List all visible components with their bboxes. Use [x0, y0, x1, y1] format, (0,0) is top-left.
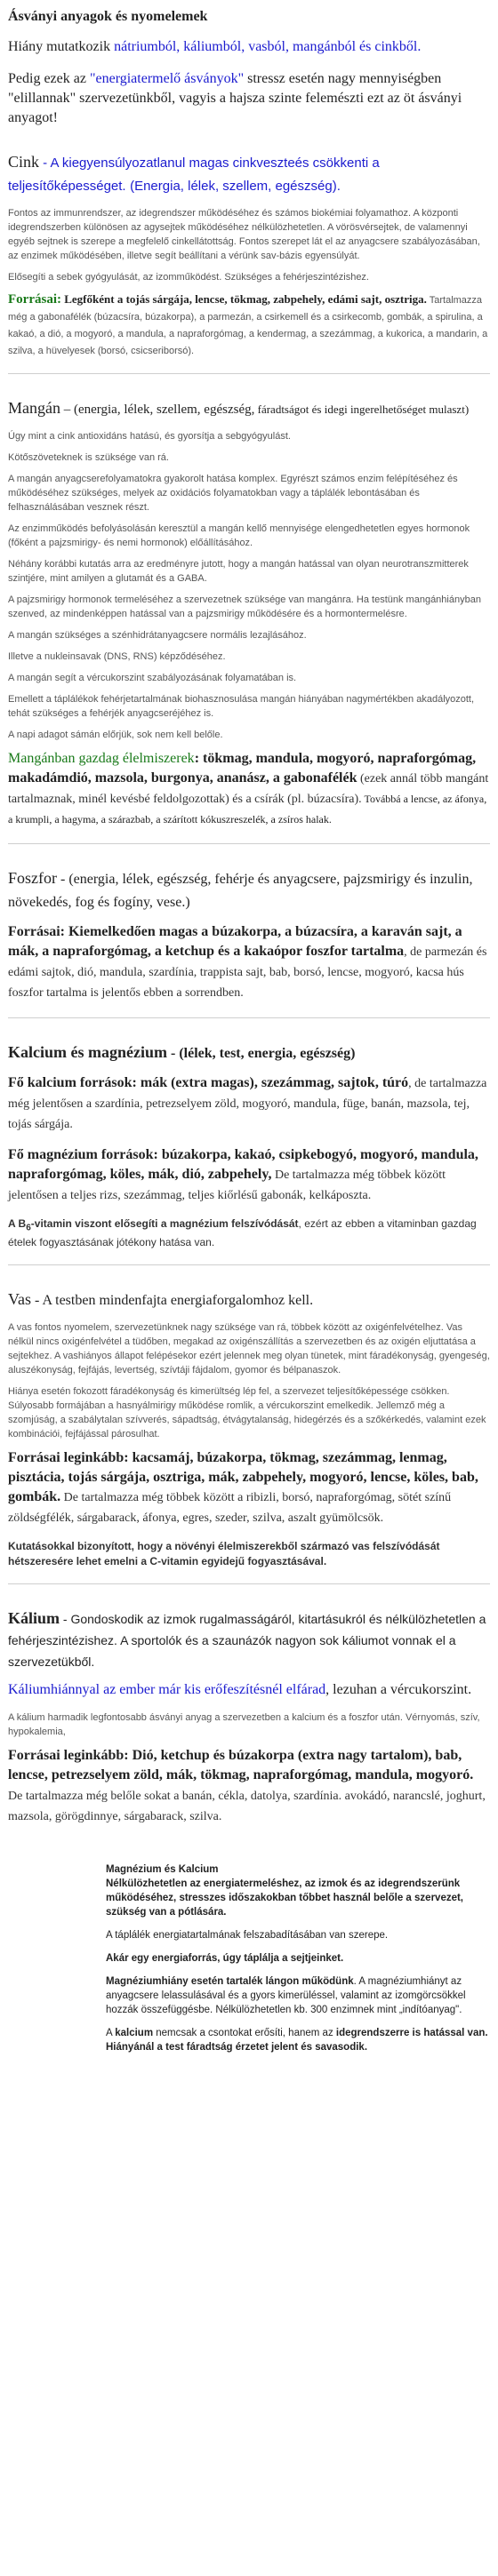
note-rest: . A magnéziumhiányt az anyagcsere lelassulásával és a gyors kimerüléssel, valamint az izomgörcsökkel hozzák összefüggésbe. Nélkülözhetetlen kb. 300 enzimnek mint „indítóanyag".	[106, 1976, 466, 2016]
kalium-sources	[8, 1746, 490, 1827]
note-paragraph: Nélkülözhetetlen az energiatermeléshez, az izmok és az idegrendszerünk működéséhez, stresszes időszakokban tőbbet használ belőle a szervezet, szükség van a pótlására.	[106, 1878, 464, 1918]
sources-label: Fő kalcium források:	[8, 1075, 137, 1090]
sources-rest: De tartalmazza még belőle sokat a banán, cékla, datolya, szardínia. avokádó, narancslé, joghurt, mazsola, görögdinnye, sárgabarack, szilva.	[8, 1790, 486, 1824]
note-paragraph: Akár egy energiaforrás, úgy táplálja a sejtjeinket.	[106, 1953, 344, 1965]
note-paragraph	[106, 1974, 490, 2017]
b6-sub: 6	[26, 1223, 31, 1233]
section-subtitle: - Gondoskodik az izmok rugalmasságáról, kitartásukról és nélkülözhetetlen a fehérjeszintézishez. A sportolók és a szaunázók nagyon sok káliumot vonnak el a szervezetükből.	[8, 1612, 486, 1670]
section-tags: – (energia, lélek, szellem, egészség,	[60, 403, 255, 417]
kalium-deficiency-link[interactable]: Káliumhiánnyal az ember már kis erőfeszítésnél elfárad	[8, 1682, 326, 1698]
mangan-paragraph: Kötőszöveteknek is szüksége van rá.	[8, 452, 169, 463]
kalium-paragraph: A kálium harmadik legfontosabb ásványi anyag a szervezetben a kalcium és a foszfor után. Vérnyomás, szív, hypokalemia,	[8, 1712, 480, 1738]
mangan-paragraph: Emellett a táplálékok fehérjetartalmának biohasznosulása mangán hiányában nagymértékben akadályozott, tehát szükséges a fehérjék anyagcseréjéhez is.	[8, 694, 475, 719]
vas-paragraph: Hiánya esetén fokozott fáradékonyság és kimerültség lép fel, a szervezet teljesítőképessége csökken. Súlyosabb formájában a hasnyálmirigy működése romlik, a vércukorszint emelkedik. Jellemző még a szomjúság, a szabálytalan szívverés, sápadtság, étvágytalanság, hidegérzés és a szőkérkedés, valamint ezek kombinációi, fejfájással párosulhat.	[8, 1386, 486, 1440]
intro-paragraph-2	[8, 69, 490, 128]
divider	[8, 373, 490, 374]
mangan-paragraph: A mangán anyagcserefolyamatokra gyakorolt hatása komplex. Egyrészt számos enzim felépítéséhez és működéséhez szükséges, melyek az oxidációs folyamatokban vagy a táplálék lebontásában és felhasználásában vesznek részt.	[8, 474, 458, 513]
sources-label: Mangánban gazdag élelmiszerek	[8, 751, 195, 766]
note-title-block	[106, 1862, 490, 1919]
section-vas-heading	[8, 1288, 490, 1312]
mangan-paragraph: A mangán segít a vércukorszint szabályozásának folyamatában is.	[8, 673, 297, 683]
sources-rest: Továbbá a lencse, az áfonya, a krumpli, a hagyma, a szárazbab, a szárított kókuszreszelék, a zsíros halak.	[8, 793, 487, 825]
kalium-deficiency	[8, 1680, 490, 1700]
mangan-paragraph: Néhány korábbi kutatás arra az eredményre jutott, hogy a mangán hatással van olyan neurotranszmitterek szintjére, mint amilyen a glutamát és a GABA.	[8, 559, 469, 584]
section-mangan-heading	[8, 397, 490, 420]
note-paragraph: A táplálék energiatartalmának felszabadításában van szerepe.	[106, 1930, 389, 1942]
divider	[8, 843, 490, 844]
section-kalcium-heading	[8, 1041, 490, 1065]
cink-paragraph: Fontos az immunrendszer, az idegrendszer működéséhez és számos biokémiai folyamathoz. A központi idegrendszerben különösen az agysejtek működéséhez nélkülözhetetlen. A vörösvérsejtek, de valamennyi egyéb sejtnek is szerepe a megfelelő cinkellátottság. Fontos szerepet lát el az anyagcsere szabályozásában, az enzimek működésében, illetve segít beállítani a vérünk sav-bázis egyensúlyát.	[8, 208, 480, 261]
b6-note	[8, 1216, 490, 1250]
sources-rest: De tartalmazza még többek között jelentősen a teljes rizs, szezámmag, teljes kiőrlésű gabonák, kelkáposzta.	[8, 1168, 446, 1202]
b6-bold: A B	[8, 1217, 27, 1230]
energy-minerals-link[interactable]: "energiatermelő ásványok"	[89, 71, 245, 86]
sources-main: : tökmag, mandula, mogyoró, napraforgómag, makadámdió, mazsola, burgonya, ananász, a gabonafélék	[8, 751, 477, 786]
sources-rest: , de tartalmazza még jelentősen a szardínia, petrezselyem zöld, mogyoró, mandula, füge, banán, mazsola, tej, tojás sárgája.	[8, 1077, 487, 1131]
section-name: Foszfor	[8, 869, 57, 887]
section-name: Kalcium és magnézium	[8, 1043, 167, 1061]
divider	[8, 1583, 490, 1584]
kalium-deficiency-rest: , lezuhan a vércukorszint.	[325, 1682, 472, 1698]
section-cink-heading	[8, 151, 490, 197]
section-name: Kálium	[8, 1609, 60, 1628]
sources-main: búzakorpa, kakaó, csipkebogyó, mogyoró, mandula, napraforgómag, köles, mák, dió, zabpehely,	[8, 1147, 478, 1182]
vas-paragraph: A vas fontos nyomelem, szervezetünknek nagy szüksége van rá, többek között az oxigénfelvételhez. Vas nélkül nincs oxigénfelvétel a tüdőben, megakad az oxigénszállítás a szervezetben és az oxigén eljuttatása a sejtekhez. A vashiányos állapot felépésekor ezért jelennek meg olyan tünetek, mint fáradékonyság, gyengeség, aluszékonyság, fejfájás, levertség, szívtáji fájdalom, gyomor és bélpanaszok.	[8, 1322, 490, 1376]
section-name: Mangán	[8, 399, 60, 417]
mangan-paragraph: A mangán szükséges a szénhidrátanyagcsere normális lezajlásához.	[8, 630, 307, 641]
b6-rest: , ezért az ebben a vitaminban gazdag ételek fogyasztásának jótékony hatása van.	[8, 1217, 477, 1249]
intro-text: stressz esetén nagy mennyiségben "elillannak" szervezetünkből, vagyis a hajsza szinte felemészti ezt az öt ásványi anyagot!	[8, 71, 462, 125]
note-bold: Magnéziumhiány esetén tartalék lángon működünk	[106, 1976, 354, 1988]
sources-rest: De tartalmazza még többek között a ribizli, borsó, napraforgómag, sötét színű zöldségfélék, sárgabarack, áfonya, egres, szeder, szilva, aszalt gyümölcsök.	[8, 1491, 452, 1526]
section-subtitle: - A testben mindenfajta energiaforgalomhoz kell.	[31, 1293, 314, 1309]
magnesium-calcium-note	[8, 1862, 490, 2054]
mangan-paragraph: A napi adagot sámán előrjük, sok nem kell belőle.	[8, 730, 223, 740]
section-name: Vas	[8, 1290, 31, 1309]
mangan-sources	[8, 749, 490, 829]
magnesium-sources	[8, 1145, 490, 1206]
mangan-paragraph: A pajzsmirigy hormonok termeléséhez a szervezetnek szüksége van mangánra. Ha testünk mangánhiányban szenved, az mindenképpen hatással van a pajzsmirigy működésére és a hormontermelésre.	[8, 594, 481, 619]
b6-bold-rest: -vitamin viszont elősegíti a magnézium felszívódását	[30, 1217, 299, 1230]
sources-label: Forrásai:	[8, 292, 61, 307]
mangan-paragraph: Illetve a nukleinsavak (DNS, RNS) képződéséhez.	[8, 651, 226, 662]
sources-main: Kiemelkedően magas a búzakorpa, a búzacsíra, a karaván sajt, a mák, a napraforgómag, a ketchup és a kakaópor foszfor tartalma	[8, 924, 462, 959]
vas-sources	[8, 1448, 490, 1528]
page-title: Ásványi anyagok és nyomelemek	[8, 9, 208, 24]
section-tags: - (energia, lélek, egészség, fehérje és anyagcsere, pajzsmirigy és inzulin, növekedés, fog és fogíny, vese.)	[8, 872, 473, 910]
note-bold: idegrendszerre is hatással van. Hiányánál a test fáradtság érzetet jelent és savasodik.	[106, 2028, 488, 2054]
sources-main: Legfőként a tojás sárgája, lencse, tökmag, zabpehely, edámi sajt, osztriga.	[60, 292, 427, 306]
section-tags: - (lélek, test, energia, egészség)	[166, 1046, 356, 1061]
sources-main: Dió, ketchup és búzakorpa (extra nagy tartalom), bab, lencse, petrezselyem zöld, mák, tökmag, napraforgómag, mandula, mogyoró.	[8, 1748, 474, 1783]
mangan-paragraphs	[8, 429, 490, 742]
vas-research-note: Kutatásokkal bizonyított, hogy a növényi élelmiszerekből származó vas felszívódását hétszeresére lehet emelni a C-vitamin egyidejű fogyasztásával.	[8, 1540, 440, 1568]
foszfor-sources	[8, 922, 490, 1003]
sources-label: Forrásai leginkább:	[8, 1748, 129, 1764]
sources-label: Forrásai leginkább:	[8, 1450, 129, 1466]
intro-text: Pedig ezek az	[8, 71, 90, 86]
intro-paragraph-1	[8, 37, 490, 57]
mangan-paragraph: Az enzimműködés befolyásolásán keresztül a mangán kellő mennyisége elengedhetetlen egyes hormonok (főként a pajzsmirigy- és nemi hormonok) előállításához.	[8, 523, 470, 548]
mangan-paragraph: Úgy mint a cink antioxidáns hatású, és gyorsítja a sebgyógyulást.	[8, 431, 291, 442]
note-rest: nemcsak a csontokat erősíti, hanem az	[153, 2028, 336, 2039]
divider	[8, 1017, 490, 1018]
section-kalium-heading	[8, 1607, 490, 1671]
calcium-sources	[8, 1073, 490, 1135]
sources-main: kacsamáj, búzakorpa, tökmag, szezámmag, lenmag, pisztácia, tojás sárgája, osztriga, mák, zabpehely, mogyoró, lencse, köles, bab, gombák.	[8, 1450, 478, 1505]
note-paragraph	[106, 2026, 490, 2054]
cink-paragraph: Elősegíti a sebek gyógyulását, az izomműködést. Szükséges a fehérjeszintézishez.	[8, 272, 369, 283]
section-name: Cink	[8, 153, 40, 171]
note-bold: kalcium	[115, 2028, 154, 2039]
sources-label: Fő magnézium források:	[8, 1147, 158, 1162]
intro-text: Hiány mutatkozik	[8, 39, 115, 54]
sources-main: mák (extra magas), szezámmag, sajtok, túró	[136, 1075, 409, 1090]
sources-mid: (ezek annál több mangánt tartalmaznak, minél kevésbé feldolgozottak) és a csírák (pl. búzacsíra).	[8, 772, 489, 806]
divider	[8, 1264, 490, 1265]
note-rest: A	[106, 2028, 116, 2039]
sources-rest: Tartalmazza még a gabonafélék (búzacsíra, búzakorpa), a parmezán, a csirkemell és a csirkecomb, gombák, a spirulina, a kakaó, a dió, a mogyoró, a mandula, a napraforgómag, a kendermag, a szezámmag, a kukorica, a mandarin, a szilva, a hüvelyesek (borsó, csicseriborsó).	[8, 295, 488, 356]
deficiency-minerals-link[interactable]: nátriumból, káliumból, vasból, mangánból és cinkből.	[114, 39, 422, 54]
section-foszfor-heading	[8, 867, 490, 913]
section-tags: (Energia, lélek, szellem, egészség).	[130, 179, 341, 194]
note-title: Magnézium és Kalcium	[106, 1864, 219, 1876]
sources-rest: , de parmezán és edámi sajtok, dió, mandula, szardínia, trappista sajt, bab, borsó, lencse, mogyoró, kacsa hús foszfor tartalma is jelentős ebben a sorrendben.	[8, 945, 487, 1000]
sources-label: Forrásai:	[8, 924, 65, 939]
section-tags-small: fáradtságot és idegi ingerelhetőséget mulaszt)	[254, 403, 470, 416]
cink-sources	[8, 291, 490, 359]
section-subtitle: - A kiegyensúlyozatlanul magas cinkveszteés csökkenti a teljesítőképességet.	[8, 156, 380, 194]
